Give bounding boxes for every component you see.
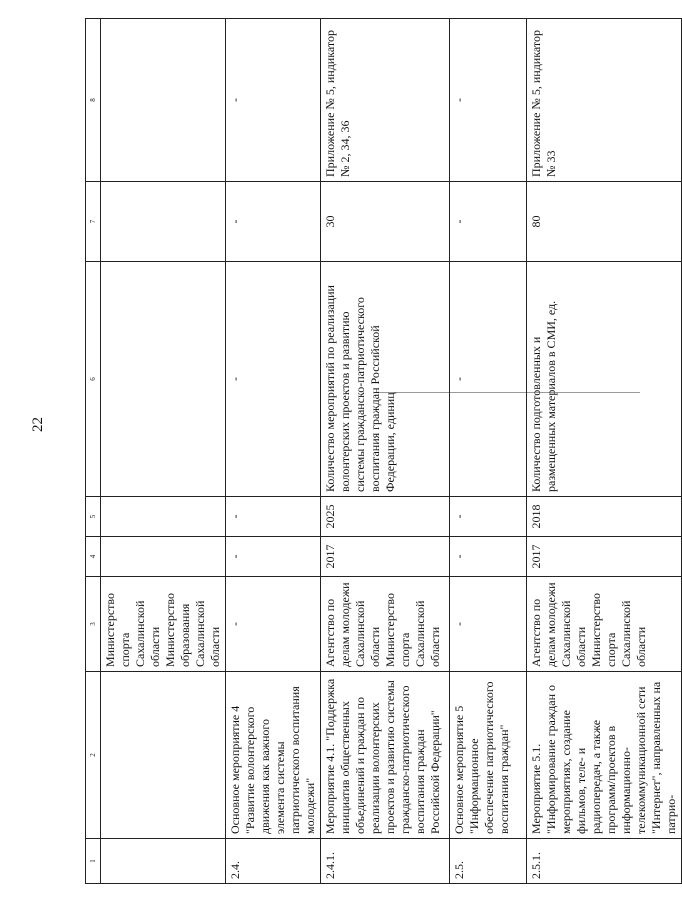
table-row [527, 19, 682, 884]
cell-start-year: 2017 [321, 537, 450, 577]
col-header-8: 8 [86, 19, 101, 182]
measures-table [85, 18, 682, 884]
cell-value: 80 [527, 182, 682, 262]
table-row [321, 19, 450, 884]
cell-end-year: - [226, 497, 321, 537]
cell-start-year: - [450, 537, 527, 577]
cell-executor: - [226, 577, 321, 672]
cell-indicator: - [226, 262, 321, 497]
cell-start-year: 2017 [527, 537, 682, 577]
col-header-3: 3 [86, 577, 101, 672]
cell-indicator: Количество подготовленных и размещенных материалов в СМИ, ед. [527, 262, 682, 497]
cell-end-year: - [450, 497, 527, 537]
table-row [226, 19, 321, 884]
cell-number: 2.4. [226, 839, 321, 884]
cell-number [101, 839, 226, 884]
col-header-5: 5 [86, 497, 101, 537]
cell-reference: Приложение № 5, индикатор № 33 [527, 19, 682, 182]
cell-executor: Агентство по делам молодежи Сахалинской области Министерство спорта Сахалинской области [321, 577, 450, 672]
cell-measure-name: Основное мероприятие 4 "Развитие волонтерского движения как важного элемента системы патриотического воспитания молодежи" [226, 672, 321, 839]
cell-indicator [101, 262, 226, 497]
table-row [450, 19, 527, 884]
col-header-4: 4 [86, 537, 101, 577]
cell-measure-name: Мероприятие 4.1. "Поддержка инициатив общественных объединений и граждан по реализации волонтерских проектов и развитию системы гражданско-патриотического воспитания граждан Российской Федерации" [321, 672, 450, 839]
cell-end-year [101, 497, 226, 537]
cell-indicator: Количество мероприятий по реализации волонтерских проектов и развитию системы гражданско-патриотического воспитания граждан Российской Федерации, единиц [321, 262, 450, 497]
col-header-2: 2 [86, 672, 101, 839]
page-number: 22 [30, 417, 46, 432]
cell-number: 2.4.1. [321, 839, 450, 884]
document-table-rotated [85, 19, 678, 884]
cell-reference: - [226, 19, 321, 182]
cell-value: 30 [321, 182, 450, 262]
cell-reference [101, 19, 226, 182]
table-header-row [86, 19, 101, 884]
cell-end-year: 2025 [321, 497, 450, 537]
cell-number: 2.5.1. [527, 839, 682, 884]
col-header-1: 1 [86, 839, 101, 884]
cell-value: - [226, 182, 321, 262]
cell-measure-name: Основное мероприятие 5 "Информационное обеспечение патриотического воспитания граждан" [450, 672, 527, 839]
cell-executor: Агентство по делам молодежи Сахалинской области Министерство спорта Сахалинской области [527, 577, 682, 672]
table-row [101, 19, 226, 884]
cell-indicator: - [450, 262, 527, 497]
cell-measure-name [101, 672, 226, 839]
cell-measure-name: Мероприятие 5.1. "Информирование граждан о мероприятиях, создание фильмов, теле- и радиопередач, а также программ/проектов в информационно-телекоммуникационной сети "Интернет", направленных на патрио- [527, 672, 682, 839]
cell-end-year: 2018 [527, 497, 682, 537]
col-header-7: 7 [86, 182, 101, 262]
cell-reference: - [450, 19, 527, 182]
col-header-6: 6 [86, 262, 101, 497]
cell-reference: Приложение № 5, индикатор № 2, 34, 36 [321, 19, 450, 182]
cell-value [101, 182, 226, 262]
cell-number: 2.5. [450, 839, 527, 884]
cell-executor: - [450, 577, 527, 672]
cell-start-year [101, 537, 226, 577]
cell-executor: Министерство спорта Сахалинской области Министерство образования Сахалинской области [101, 577, 226, 672]
cell-start-year: - [226, 537, 321, 577]
cell-value: - [450, 182, 527, 262]
